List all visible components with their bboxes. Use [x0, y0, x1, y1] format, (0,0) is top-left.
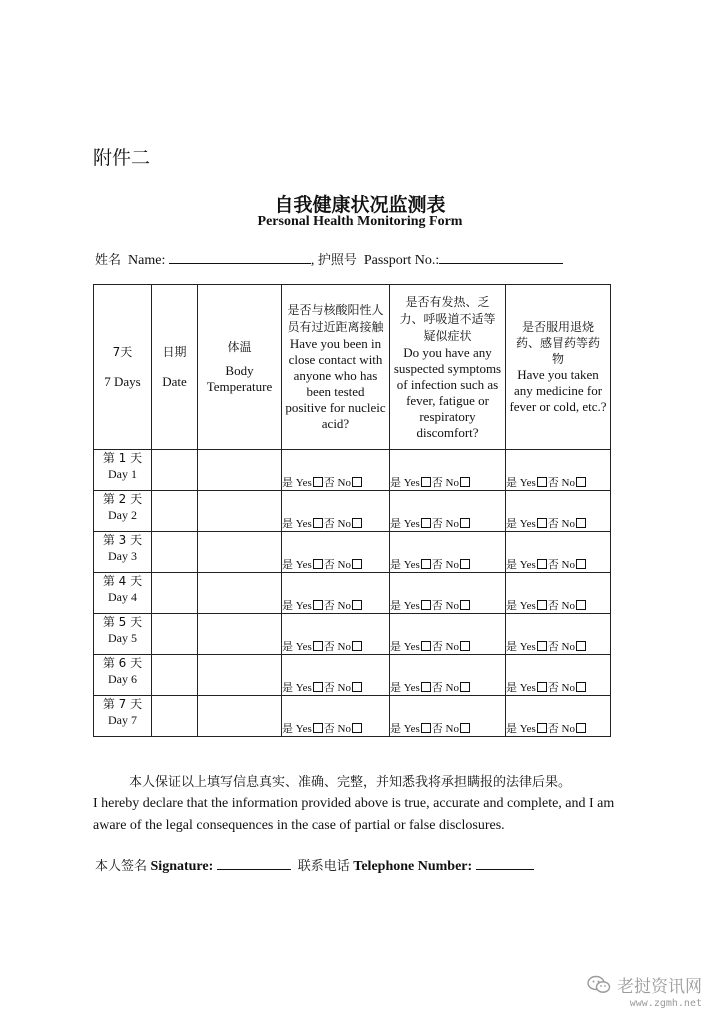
signature-label-en: Signature: — [150, 859, 214, 874]
yes-label-en: Yes — [403, 477, 420, 489]
no-label-cn: 否 — [547, 476, 559, 489]
no-checkbox[interactable] — [576, 477, 586, 487]
col-temp-en: Body Temperature — [206, 363, 273, 394]
symptoms-answer-cell — [390, 696, 506, 737]
yes-checkbox[interactable] — [421, 477, 431, 487]
no-label-en: No — [337, 518, 351, 530]
no-label-cn: 否 — [547, 517, 559, 530]
no-checkbox[interactable] — [352, 559, 362, 569]
symptoms-answer-cell — [390, 491, 506, 532]
no-label-cn: 否 — [323, 558, 335, 571]
temperature-cell[interactable] — [198, 450, 282, 491]
yes-label-en: Yes — [403, 641, 420, 653]
no-checkbox[interactable] — [460, 600, 470, 610]
temperature-cell[interactable] — [198, 614, 282, 655]
yes-label-en: Yes — [295, 641, 312, 653]
no-checkbox[interactable] — [576, 682, 586, 692]
col-symptoms — [390, 285, 506, 450]
yes-label-en: Yes — [403, 723, 420, 735]
table-row — [94, 532, 611, 573]
no-label-cn: 否 — [547, 640, 559, 653]
day-cell — [94, 614, 152, 655]
contact-answer-cell — [282, 491, 390, 532]
no-label-en: No — [561, 641, 575, 653]
contact-answer-cell — [282, 573, 390, 614]
no-checkbox[interactable] — [576, 600, 586, 610]
phone-label-en: Telephone Number: — [353, 859, 473, 874]
no-label-cn: 否 — [547, 558, 559, 571]
day-label-cn: 第 4 天 — [102, 574, 143, 588]
no-checkbox[interactable] — [352, 682, 362, 692]
no-label-cn: 否 — [431, 476, 443, 489]
no-checkbox[interactable] — [460, 682, 470, 692]
yes-checkbox[interactable] — [313, 518, 323, 528]
yes-label-cn: 是 — [282, 722, 293, 735]
no-label-en: No — [561, 600, 575, 612]
no-label-en: No — [445, 559, 459, 571]
yes-label-en: Yes — [403, 600, 420, 612]
yes-label-en: Yes — [519, 518, 536, 530]
no-label-en: No — [561, 559, 575, 571]
col-temp-cn: 体温 — [227, 340, 252, 354]
no-label-cn: 否 — [547, 599, 559, 612]
col-close-contact — [282, 285, 390, 450]
form-title-en: Personal Health Monitoring Form — [257, 214, 463, 229]
yes-label-cn: 是 — [390, 722, 401, 735]
col-date-en: Date — [162, 374, 187, 389]
table-row — [94, 614, 611, 655]
no-label-cn: 否 — [323, 681, 335, 694]
declaration-cn: 本人保证以上填写信息真实、准确、完整，并知悉我将承担瞒报的法律后果。 — [129, 775, 572, 790]
col-date — [152, 285, 198, 450]
day-cell — [94, 696, 152, 737]
yes-label-cn: 是 — [282, 558, 293, 571]
yes-label-cn: 是 — [506, 722, 517, 735]
symptoms-answer-cell — [390, 614, 506, 655]
day-cell — [94, 450, 152, 491]
yes-checkbox[interactable] — [421, 641, 431, 651]
date-cell[interactable] — [152, 491, 198, 532]
col-contact-en: Have you been in close contact with anyone who has been tested positive for nucleic acid? — [285, 336, 386, 431]
day-label-en: Day 5 — [108, 631, 137, 645]
day-label-en: Day 3 — [108, 549, 137, 563]
medicine-answer-cell — [506, 491, 611, 532]
no-checkbox[interactable] — [460, 723, 470, 733]
yes-label-cn: 是 — [390, 681, 401, 694]
annex-label: 附件二 — [93, 147, 151, 169]
signature-field[interactable] — [217, 857, 291, 870]
no-label-en: No — [337, 641, 351, 653]
table-row — [94, 696, 611, 737]
col-symptoms-en: Do you have any suspected symptoms of infection such as fever, fatigue or respiratory discomfort? — [393, 344, 502, 440]
no-label-en: No — [337, 682, 351, 694]
no-label-cn: 否 — [547, 681, 559, 694]
yes-label-en: Yes — [295, 518, 312, 530]
yes-checkbox[interactable] — [421, 559, 431, 569]
medicine-answer-cell — [506, 573, 611, 614]
yes-label-en: Yes — [519, 600, 536, 612]
yes-checkbox[interactable] — [313, 641, 323, 651]
contact-answer-cell — [282, 655, 390, 696]
contact-answer-cell — [282, 450, 390, 491]
yes-label-cn: 是 — [390, 517, 401, 530]
yes-checkbox[interactable] — [537, 559, 547, 569]
col-medicine-en: Have you taken any medicine for fever or cold, etc.? — [509, 367, 607, 414]
yes-label-cn: 是 — [282, 517, 293, 530]
yes-label-cn: 是 — [282, 681, 293, 694]
contact-answer-cell — [282, 614, 390, 655]
no-label-en: No — [561, 723, 575, 735]
yes-checkbox[interactable] — [537, 518, 547, 528]
yes-label-en: Yes — [519, 559, 536, 571]
no-checkbox[interactable] — [352, 518, 362, 528]
phone-label-cn: 联系电话 — [297, 859, 350, 874]
day-label-cn: 第 1 天 — [102, 451, 143, 465]
no-label-cn: 否 — [431, 599, 443, 612]
name-passport-line: 姓名 Name: , 护照号 Passport No.: — [95, 249, 563, 269]
no-label-cn: 否 — [431, 640, 443, 653]
col-medicine — [506, 285, 611, 450]
yes-label-en: Yes — [519, 682, 536, 694]
no-checkbox[interactable] — [460, 477, 470, 487]
col-contact-cn: 是否与核酸阳性人员有过近距离接触 — [287, 303, 384, 334]
yes-label-cn: 是 — [282, 476, 293, 489]
day-label-cn: 第 7 天 — [102, 697, 143, 711]
no-checkbox[interactable] — [460, 518, 470, 528]
date-cell[interactable] — [152, 614, 198, 655]
yes-checkbox[interactable] — [313, 682, 323, 692]
day-cell — [94, 532, 152, 573]
temperature-cell[interactable] — [198, 573, 282, 614]
yes-checkbox[interactable] — [313, 723, 323, 733]
date-cell[interactable] — [152, 573, 198, 614]
watermark-url: www.zgmh.net — [629, 998, 702, 1009]
yes-label-en: Yes — [519, 641, 536, 653]
yes-label-cn: 是 — [390, 599, 401, 612]
medicine-answer-cell — [506, 532, 611, 573]
col-date-cn: 日期 — [162, 345, 187, 359]
day-label-cn: 第 2 天 — [102, 492, 143, 506]
yes-label-cn: 是 — [506, 517, 517, 530]
passport-label-cn: 护照号 — [317, 253, 357, 268]
symptoms-answer-cell — [390, 532, 506, 573]
no-checkbox[interactable] — [576, 641, 586, 651]
no-checkbox[interactable] — [352, 723, 362, 733]
watermark — [587, 972, 702, 1009]
no-label-en: No — [445, 477, 459, 489]
medicine-answer-cell — [506, 655, 611, 696]
yes-checkbox[interactable] — [537, 723, 547, 733]
monitoring-table — [93, 284, 611, 737]
day-label-en: Day 4 — [108, 590, 137, 604]
col-days-en: 7 Days — [104, 374, 141, 389]
day-label-en: Day 2 — [108, 508, 137, 522]
no-checkbox[interactable] — [576, 723, 586, 733]
temperature-cell[interactable] — [198, 491, 282, 532]
no-label-cn: 否 — [431, 722, 443, 735]
yes-label-en: Yes — [295, 559, 312, 571]
no-label-cn: 否 — [323, 722, 335, 735]
wechat-icon — [587, 975, 611, 1000]
day-label-cn: 第 3 天 — [102, 533, 143, 547]
day-label-cn: 第 6 天 — [102, 656, 143, 670]
no-checkbox[interactable] — [352, 641, 362, 651]
no-label-cn: 否 — [547, 722, 559, 735]
passport-label-en: Passport No.: — [363, 253, 440, 268]
no-checkbox[interactable] — [352, 600, 362, 610]
name-label-en: Name: — [128, 253, 166, 268]
col-days-cn: 7天 — [112, 345, 133, 359]
yes-label-en: Yes — [295, 682, 312, 694]
yes-label-cn: 是 — [282, 640, 293, 653]
symptoms-answer-cell — [390, 655, 506, 696]
no-checkbox[interactable] — [460, 641, 470, 651]
col-temperature — [198, 285, 282, 450]
yes-label-cn: 是 — [506, 681, 517, 694]
yes-checkbox[interactable] — [421, 723, 431, 733]
day-cell — [94, 573, 152, 614]
no-label-cn: 否 — [323, 599, 335, 612]
yes-label-cn: 是 — [390, 476, 401, 489]
no-label-en: No — [561, 682, 575, 694]
no-label-en: No — [445, 600, 459, 612]
no-label-en: No — [445, 641, 459, 653]
yes-label-cn: 是 — [390, 640, 401, 653]
table-row — [94, 450, 611, 491]
yes-label-cn: 是 — [506, 558, 517, 571]
name-label-cn: 姓名 — [95, 253, 122, 268]
yes-checkbox[interactable] — [537, 641, 547, 651]
yes-label-en: Yes — [403, 559, 420, 571]
day-label-en: Day 1 — [108, 467, 137, 481]
day-cell — [94, 655, 152, 696]
no-label-cn: 否 — [323, 640, 335, 653]
yes-label-en: Yes — [295, 723, 312, 735]
col-symptoms-cn: 是否有发热、乏力、呼吸道不适等疑似症状 — [399, 294, 496, 343]
no-label-en: No — [445, 723, 459, 735]
no-label-en: No — [337, 723, 351, 735]
day-cell — [94, 491, 152, 532]
col-days — [94, 285, 152, 450]
yes-checkbox[interactable] — [421, 518, 431, 528]
temperature-cell[interactable] — [198, 532, 282, 573]
yes-label-cn: 是 — [282, 599, 293, 612]
no-label-en: No — [337, 477, 351, 489]
no-label-en: No — [445, 682, 459, 694]
yes-checkbox[interactable] — [421, 682, 431, 692]
day-label-en: Day 6 — [108, 672, 137, 686]
yes-checkbox[interactable] — [537, 477, 547, 487]
yes-checkbox[interactable] — [313, 477, 323, 487]
yes-label-cn: 是 — [506, 599, 517, 612]
yes-label-en: Yes — [519, 477, 536, 489]
no-label-cn: 否 — [323, 517, 335, 530]
no-label-en: No — [337, 559, 351, 571]
date-cell[interactable] — [152, 696, 198, 737]
name-field[interactable] — [169, 251, 311, 264]
day-label-en: Day 7 — [108, 713, 137, 727]
form-title-cn: 自我健康状况监测表 — [274, 194, 446, 216]
date-cell[interactable] — [152, 655, 198, 696]
phone-field[interactable] — [476, 857, 534, 870]
no-label-cn: 否 — [323, 476, 335, 489]
no-checkbox[interactable] — [352, 477, 362, 487]
no-checkbox[interactable] — [460, 559, 470, 569]
no-label-en: No — [337, 600, 351, 612]
yes-label-cn: 是 — [506, 640, 517, 653]
temperature-cell[interactable] — [198, 655, 282, 696]
no-label-en: No — [561, 477, 575, 489]
watermark-title: 老挝资讯网 — [617, 977, 702, 997]
no-checkbox[interactable] — [576, 559, 586, 569]
table-header-row — [94, 285, 611, 450]
yes-label-en: Yes — [295, 477, 312, 489]
yes-label-cn: 是 — [506, 476, 517, 489]
yes-label-en: Yes — [403, 518, 420, 530]
passport-field[interactable] — [439, 251, 563, 264]
yes-checkbox[interactable] — [537, 682, 547, 692]
yes-label-en: Yes — [519, 723, 536, 735]
yes-checkbox[interactable] — [537, 600, 547, 610]
no-label-en: No — [445, 518, 459, 530]
yes-checkbox[interactable] — [313, 600, 323, 610]
yes-label-en: Yes — [403, 682, 420, 694]
contact-answer-cell — [282, 532, 390, 573]
date-cell[interactable] — [152, 450, 198, 491]
no-label-en: No — [561, 518, 575, 530]
date-cell[interactable] — [152, 532, 198, 573]
contact-answer-cell — [282, 696, 390, 737]
table-row — [94, 573, 611, 614]
medicine-answer-cell — [506, 450, 611, 491]
yes-label-en: Yes — [295, 600, 312, 612]
yes-checkbox[interactable] — [421, 600, 431, 610]
no-label-cn: 否 — [431, 517, 443, 530]
declaration-en: I hereby declare that the information provided above is true, accurate and complete, and I am aware of the legal consequences in the case of partial or false disclosures. — [93, 796, 615, 833]
temperature-cell[interactable] — [198, 696, 282, 737]
symptoms-answer-cell — [390, 573, 506, 614]
symptoms-answer-cell — [390, 450, 506, 491]
medicine-answer-cell — [506, 614, 611, 655]
signature-label-cn: 本人签名 — [95, 859, 148, 874]
table-row — [94, 491, 611, 532]
no-checkbox[interactable] — [576, 518, 586, 528]
medicine-answer-cell — [506, 696, 611, 737]
yes-label-cn: 是 — [390, 558, 401, 571]
table-row — [94, 655, 611, 696]
no-label-cn: 否 — [431, 558, 443, 571]
yes-checkbox[interactable] — [313, 559, 323, 569]
col-medicine-cn: 是否服用退烧药、感冒药等药物 — [515, 320, 600, 366]
no-label-cn: 否 — [431, 681, 443, 694]
signature-line — [95, 855, 534, 875]
day-label-cn: 第 5 天 — [102, 615, 143, 629]
